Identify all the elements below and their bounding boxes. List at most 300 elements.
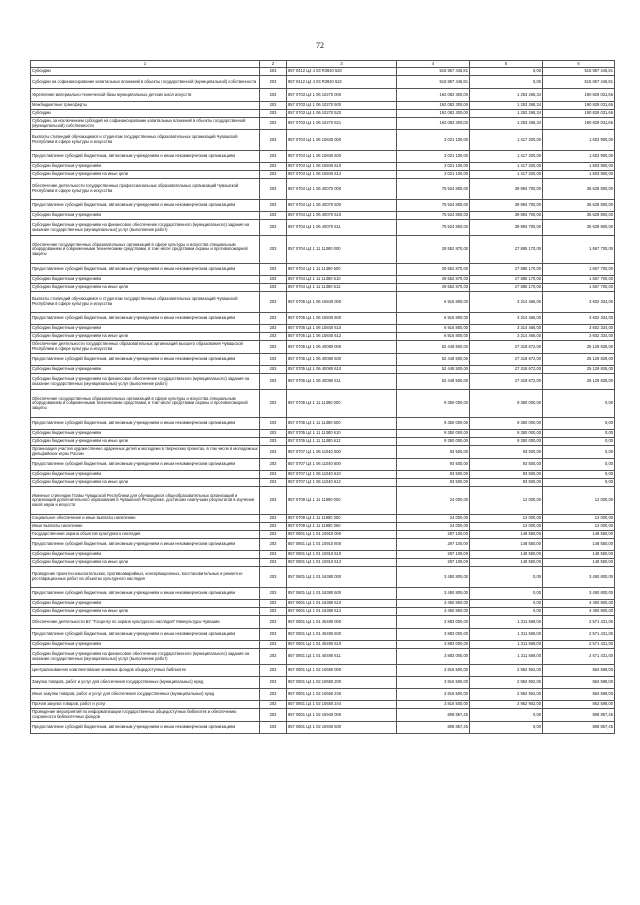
- admin-code-cell: 203: [260, 151, 287, 163]
- amount-executed-cell: 3 314 466,00: [470, 325, 543, 333]
- budget-classification-cell: 857 0801 Ц4 1 01 10910 600: [287, 539, 397, 551]
- budget-classification-cell: 857 0801 Ц4 1 02 10650 000: [287, 665, 397, 677]
- amount-executed-cell: 93 500,00: [470, 479, 543, 487]
- amount-approved-cell: 3 883 000,00: [397, 629, 470, 641]
- budget-table: [30, 60, 615, 734]
- admin-code-cell: 203: [260, 212, 287, 220]
- budget-classification-cell: 857 0801 Ц4 1 02 10650 240: [287, 689, 397, 701]
- amount-remaining-cell: 0,00: [543, 418, 615, 430]
- admin-code-cell: 203: [260, 641, 287, 649]
- item-name-cell: Иные закупки товаров, работ и услуг для обеспечения государственных (муниципальных) нужд: [31, 689, 260, 701]
- budget-classification-cell: 857 0704 Ц4 1 11 11380 610: [287, 276, 397, 284]
- amount-remaining-cell: 2 571 431,00: [543, 641, 615, 649]
- table-row: [31, 325, 615, 333]
- amount-approved-cell: 3 450 800,00: [397, 588, 470, 600]
- budget-classification-cell: 857 0704 Ц4 1 06 10840 612: [287, 171, 397, 179]
- admin-code-cell: 203: [260, 118, 287, 130]
- item-name-cell: Централизованное комплектование книжных фондов общедоступных библиотек: [31, 665, 260, 677]
- amount-executed-cell: 2 952 902,00: [470, 665, 543, 677]
- admin-code-cell: 203: [260, 341, 287, 354]
- amount-executed-cell: 1 253 268,34: [470, 110, 543, 118]
- item-name-cell: Социальное обеспечение и иные выплаты населению: [31, 515, 260, 523]
- column-header-3: 3: [287, 61, 397, 68]
- table-body: [31, 68, 615, 734]
- item-name-cell: Субсидии бюджетным учреждениям: [31, 212, 260, 220]
- amount-approved-cell: 3 021 100,00: [397, 163, 470, 171]
- amount-remaining-cell: 1 667 700,00: [543, 236, 615, 264]
- amount-executed-cell: 1 417 200,00: [470, 171, 543, 179]
- admin-code-cell: 203: [260, 487, 287, 515]
- admin-code-cell: 203: [260, 531, 287, 539]
- item-name-cell: Государственная охрана объектов культурного наследия: [31, 531, 260, 539]
- budget-classification-cell: 857 0705 Ц4 1 11 11380 612: [287, 438, 397, 446]
- amount-executed-cell: 0,00: [470, 567, 543, 588]
- amount-approved-cell: 52 448 500,00: [397, 366, 470, 374]
- amount-remaining-cell: 3 602 334,00: [543, 292, 615, 313]
- table-row: [31, 171, 615, 179]
- amount-approved-cell: 3 816 500,00: [397, 689, 470, 701]
- budget-classification-cell: 857 0801 Ц4 1 02 16940 600: [287, 722, 397, 734]
- table-row: [31, 276, 615, 284]
- amount-remaining-cell: 3 602 334,00: [543, 313, 615, 325]
- budget-classification-cell: 857 0801 Ц4 1 02 16940 000: [287, 709, 397, 722]
- amount-remaining-cell: 25 129 828,00: [543, 374, 615, 390]
- budget-classification-cell: 857 0704 Ц4 1 06 10840 600: [287, 151, 397, 163]
- amount-remaining-cell: 35 629 800,00: [543, 212, 615, 220]
- item-name-cell: Проведение проектно-изыскательских, противоаварийных, консервационных, восстановительных и ремонтно-реставрационных работ на объектах культурного наследия: [31, 567, 260, 588]
- amount-remaining-cell: 25 129 828,00: [543, 354, 615, 366]
- table-header: [31, 61, 615, 68]
- admin-code-cell: 203: [260, 418, 287, 430]
- item-name-cell: Обеспечение деятельности государственных профессиональных образовательных организаций Чувашской Республики в сфере культуры и искусства: [31, 179, 260, 200]
- amount-remaining-cell: 3 450 800,00: [543, 608, 615, 616]
- admin-code-cell: 203: [260, 438, 287, 446]
- amount-approved-cell: 9 350 000,00: [397, 438, 470, 446]
- amount-executed-cell: 27 318 672,00: [470, 341, 543, 354]
- table-row: [31, 600, 615, 608]
- item-name-cell: Закупка товаров, работ и услуг для обеспечения государственных (муниципальных) нужд: [31, 677, 260, 689]
- amount-remaining-cell: 2 571 431,00: [543, 649, 615, 665]
- amount-executed-cell: 0,00: [470, 600, 543, 608]
- admin-code-cell: 203: [260, 236, 287, 264]
- amount-remaining-cell: 1 667 700,00: [543, 264, 615, 276]
- amount-executed-cell: 27 318 672,00: [470, 374, 543, 390]
- amount-remaining-cell: 2 571 431,00: [543, 629, 615, 641]
- budget-classification-cell: 857 0703 Ц4 1 06 10270 500: [287, 102, 397, 110]
- amount-remaining-cell: 25 129 828,00: [543, 366, 615, 374]
- item-name-cell: Предоставление субсидий бюджетным, автономным учреждениям и иным некоммерческим организациям: [31, 200, 260, 212]
- table-row: [31, 236, 615, 264]
- table-row: [31, 102, 615, 110]
- amount-executed-cell: 0,00: [470, 588, 543, 600]
- amount-remaining-cell: 148 550,00: [543, 559, 615, 567]
- budget-classification-cell: 857 0704 Ц4 1 06 40070 600: [287, 200, 397, 212]
- table-row: [31, 200, 615, 212]
- amount-approved-cell: 75 524 800,00: [397, 212, 470, 220]
- item-name-cell: Предоставление субсидий бюджетным, автономным учреждениям и иным некоммерческим организациям: [31, 459, 260, 471]
- amount-approved-cell: 29 552 870,00: [397, 264, 470, 276]
- table-row: [31, 709, 615, 722]
- budget-classification-cell: 857 0705 Ц4 1 06 10840 610: [287, 325, 397, 333]
- item-name-cell: Субсидии бюджетным учреждениям: [31, 641, 260, 649]
- admin-code-cell: 203: [260, 479, 287, 487]
- amount-executed-cell: 9 350 000,00: [470, 390, 543, 418]
- item-name-cell: Предоставление субсидий бюджетным, автономным учреждениям и иным некоммерческим организациям: [31, 539, 260, 551]
- column-header-1: 1: [31, 61, 260, 68]
- table-row: [31, 722, 615, 734]
- table-row: [31, 459, 615, 471]
- budget-classification-cell: 857 0703 Ц4 1 06 10270 000: [287, 89, 397, 102]
- amount-remaining-cell: 515 957 446,81: [543, 76, 615, 89]
- amount-executed-cell: 12 000,00: [470, 487, 543, 515]
- amount-executed-cell: 93 500,00: [470, 459, 543, 471]
- admin-code-cell: 203: [260, 709, 287, 722]
- amount-approved-cell: 3 816 500,00: [397, 677, 470, 689]
- table-row: [31, 151, 615, 163]
- amount-approved-cell: 3 883 000,00: [397, 641, 470, 649]
- amount-remaining-cell: 190 829 031,66: [543, 89, 615, 102]
- item-name-cell: Субсидии бюджетным учреждениям: [31, 276, 260, 284]
- budget-classification-cell: 857 0412 Ц4 4 03 R3840 522: [287, 76, 397, 89]
- amount-remaining-cell: 12 000,00: [543, 515, 615, 523]
- amount-approved-cell: 808 857,45: [397, 709, 470, 722]
- amount-executed-cell: 39 894 700,00: [470, 179, 543, 200]
- amount-remaining-cell: 1 603 900,00: [543, 130, 615, 151]
- amount-executed-cell: 148 550,00: [470, 551, 543, 559]
- table-row: [31, 333, 615, 341]
- item-name-cell: Субсидии бюджетным учреждениям на иные цели: [31, 608, 260, 616]
- admin-code-cell: 203: [260, 567, 287, 588]
- item-name-cell: Предоставление субсидий бюджетным, автономным учреждениям и иным некоммерческим организациям: [31, 151, 260, 163]
- amount-approved-cell: 3 883 000,00: [397, 649, 470, 665]
- amount-approved-cell: 24 000,00: [397, 487, 470, 515]
- amount-executed-cell: 39 894 700,00: [470, 220, 543, 236]
- amount-remaining-cell: 1 667 700,00: [543, 284, 615, 292]
- amount-remaining-cell: 35 629 800,00: [543, 179, 615, 200]
- admin-code-cell: 203: [260, 523, 287, 531]
- amount-executed-cell: 27 885 170,00: [470, 284, 543, 292]
- amount-remaining-cell: 3 450 800,00: [543, 588, 615, 600]
- table-row: [31, 629, 615, 641]
- admin-code-cell: 203: [260, 430, 287, 438]
- amount-approved-cell: 192 082 300,00: [397, 118, 470, 130]
- amount-remaining-cell: 2 571 431,00: [543, 616, 615, 629]
- budget-classification-cell: 857 0801 Ц4 1 01 16380 612: [287, 608, 397, 616]
- budget-classification-cell: 857 0705 Ц4 1 06 40080 611: [287, 374, 397, 390]
- table-row: [31, 89, 615, 102]
- amount-remaining-cell: 863 598,00: [543, 665, 615, 677]
- table-row: [31, 559, 615, 567]
- amount-executed-cell: 93 500,00: [470, 471, 543, 479]
- budget-classification-cell: 857 0709 Ц4 1 11 11890 360: [287, 523, 397, 531]
- table-row: [31, 479, 615, 487]
- amount-executed-cell: 0,00: [470, 68, 543, 76]
- item-name-cell: Субсидии: [31, 110, 260, 118]
- amount-executed-cell: 0,00: [470, 709, 543, 722]
- table-row: [31, 366, 615, 374]
- amount-approved-cell: 3 450 800,00: [397, 567, 470, 588]
- amount-approved-cell: 808 857,45: [397, 722, 470, 734]
- item-name-cell: Обеспечение государственных образовательных организаций в сфере культуры и искусства специальным оборудованием и современными техническими средствами, в том числе средствами охраны и противопожарной защиты: [31, 390, 260, 418]
- admin-code-cell: 203: [260, 588, 287, 600]
- item-name-cell: Предоставление субсидий бюджетным, автономным учреждениям и иным некоммерческим организациям: [31, 588, 260, 600]
- amount-executed-cell: 1 253 268,34: [470, 89, 543, 102]
- item-name-cell: Обеспечение деятельности государственных образовательных организаций высшего образования Чувашской Республики в сфере культуры и искусства: [31, 341, 260, 354]
- amount-remaining-cell: 1 667 700,00: [543, 276, 615, 284]
- item-name-cell: Субсидии бюджетным учреждениям: [31, 325, 260, 333]
- amount-executed-cell: 1 311 569,00: [470, 649, 543, 665]
- amount-approved-cell: 24 000,00: [397, 515, 470, 523]
- amount-approved-cell: 297 100,00: [397, 551, 470, 559]
- amount-remaining-cell: 190 829 031,66: [543, 110, 615, 118]
- budget-classification-cell: 857 0704 Ц4 1 11 11380 000: [287, 236, 397, 264]
- item-name-cell: Прочая закупка товаров, работ и услуг: [31, 701, 260, 709]
- amount-executed-cell: 148 550,00: [470, 539, 543, 551]
- table-row: [31, 130, 615, 151]
- admin-code-cell: 203: [260, 600, 287, 608]
- admin-code-cell: 203: [260, 539, 287, 551]
- item-name-cell: Предоставление субсидий бюджетным, автономным учреждениям и иным некоммерческим организациям: [31, 629, 260, 641]
- admin-code-cell: 203: [260, 665, 287, 677]
- amount-executed-cell: 27 318 672,00: [470, 354, 543, 366]
- amount-remaining-cell: 148 550,00: [543, 531, 615, 539]
- budget-classification-cell: 857 0704 Ц4 1 06 40070 000: [287, 179, 397, 200]
- amount-approved-cell: 297 100,00: [397, 559, 470, 567]
- column-header-6: 6: [543, 61, 615, 68]
- amount-approved-cell: 29 552 870,00: [397, 276, 470, 284]
- item-name-cell: Предоставление субсидий бюджетным, автономным учреждениям и иным некоммерческим организациям: [31, 418, 260, 430]
- admin-code-cell: 203: [260, 701, 287, 709]
- amount-executed-cell: 39 894 700,00: [470, 212, 543, 220]
- item-name-cell: Субсидии бюджетным учреждениям на иные цели: [31, 284, 260, 292]
- budget-classification-cell: 857 0801 Ц4 1 01 40490 000: [287, 616, 397, 629]
- amount-executed-cell: 0,00: [470, 76, 543, 89]
- budget-classification-cell: 857 0801 Ц4 1 01 40490 600: [287, 629, 397, 641]
- amount-executed-cell: 39 894 700,00: [470, 200, 543, 212]
- amount-remaining-cell: 0,00: [543, 390, 615, 418]
- amount-approved-cell: 3 883 000,00: [397, 616, 470, 629]
- admin-code-cell: 203: [260, 551, 287, 559]
- budget-classification-cell: 857 0705 Ц4 1 11 11380 600: [287, 418, 397, 430]
- item-name-cell: Укрепление материально-технической базы муниципальных детских школ искусств: [31, 89, 260, 102]
- admin-code-cell: 203: [260, 220, 287, 236]
- budget-classification-cell: 857 0801 Ц4 1 01 16380 610: [287, 600, 397, 608]
- amount-executed-cell: 12 000,00: [470, 523, 543, 531]
- table-row: [31, 374, 615, 390]
- budget-classification-cell: 857 0707 Ц4 1 06 11040 000: [287, 446, 397, 459]
- budget-classification-cell: 857 0705 Ц4 1 06 40080 600: [287, 354, 397, 366]
- table-row: [31, 588, 615, 600]
- amount-approved-cell: 75 524 800,00: [397, 179, 470, 200]
- item-name-cell: Межбюджетные трансферты: [31, 102, 260, 110]
- table-row: [31, 438, 615, 446]
- amount-executed-cell: 2 952 902,00: [470, 689, 543, 701]
- amount-approved-cell: 24 000,00: [397, 523, 470, 531]
- amount-executed-cell: 1 311 569,00: [470, 616, 543, 629]
- budget-classification-cell: 857 0707 Ц4 1 06 11040 600: [287, 459, 397, 471]
- amount-executed-cell: 9 350 000,00: [470, 418, 543, 430]
- column-header-2: 2: [260, 61, 287, 68]
- item-name-cell: Субсидии бюджетным учреждениям на финансовое обеспечение государственного (муниципального) задания на оказание государственных (муниципальных) услуг (выполнение работ): [31, 649, 260, 665]
- item-name-cell: Субсидии бюджетным учреждениям на иные цели: [31, 438, 260, 446]
- table-row: [31, 616, 615, 629]
- admin-code-cell: 203: [260, 76, 287, 89]
- amount-approved-cell: 6 916 800,00: [397, 325, 470, 333]
- table-row: [31, 313, 615, 325]
- admin-code-cell: 203: [260, 292, 287, 313]
- amount-approved-cell: 52 448 500,00: [397, 341, 470, 354]
- table-row: [31, 523, 615, 531]
- amount-executed-cell: 12 000,00: [470, 515, 543, 523]
- table-row: [31, 110, 615, 118]
- amount-remaining-cell: 808 857,45: [543, 722, 615, 734]
- amount-executed-cell: 1 253 268,34: [470, 118, 543, 130]
- budget-classification-cell: 857 0704 Ц4 1 06 10840 610: [287, 163, 397, 171]
- table-row: [31, 446, 615, 459]
- amount-remaining-cell: 1 603 900,00: [543, 171, 615, 179]
- admin-code-cell: 203: [260, 677, 287, 689]
- table-row: [31, 641, 615, 649]
- amount-executed-cell: 0,00: [470, 608, 543, 616]
- amount-executed-cell: 93 500,00: [470, 446, 543, 459]
- amount-approved-cell: 3 450 800,00: [397, 608, 470, 616]
- admin-code-cell: 203: [260, 390, 287, 418]
- budget-classification-cell: 857 0801 Ц4 1 01 40490 611: [287, 649, 397, 665]
- budget-classification-cell: 857 0703 Ц4 1 06 10270 520: [287, 110, 397, 118]
- budget-classification-cell: 857 0801 Ц4 1 01 10910 000: [287, 531, 397, 539]
- item-name-cell: Субсидии бюджетным учреждениям на иные цели: [31, 559, 260, 567]
- admin-code-cell: 203: [260, 629, 287, 641]
- budget-classification-cell: 857 0704 Ц4 1 06 10840 000: [287, 130, 397, 151]
- amount-executed-cell: 27 885 170,00: [470, 236, 543, 264]
- amount-approved-cell: 515 957 446,81: [397, 76, 470, 89]
- amount-remaining-cell: 1 603 900,00: [543, 163, 615, 171]
- budget-classification-cell: 857 0801 Ц4 1 01 40490 610: [287, 641, 397, 649]
- admin-code-cell: 203: [260, 102, 287, 110]
- admin-code-cell: 203: [260, 200, 287, 212]
- page-number: 72: [316, 41, 324, 50]
- amount-remaining-cell: 3 450 800,00: [543, 567, 615, 588]
- item-name-cell: Субсидии бюджетным учреждениям на иные цели: [31, 171, 260, 179]
- budget-classification-cell: 857 0705 Ц4 1 06 10840 000: [287, 292, 397, 313]
- amount-approved-cell: 9 350 000,00: [397, 390, 470, 418]
- item-name-cell: Предоставление субсидий бюджетным, автономным учреждениям и иным некоммерческим организациям: [31, 264, 260, 276]
- amount-approved-cell: 3 816 500,00: [397, 701, 470, 709]
- item-name-cell: Выплаты стипендий обучающимся и студентам государственных образовательных организаций Чувашской Республики в сфере культуры и искусства: [31, 130, 260, 151]
- amount-executed-cell: 3 314 466,00: [470, 333, 543, 341]
- admin-code-cell: 203: [260, 616, 287, 629]
- item-name-cell: Именные стипендии Главы Чувашской Республики для обучающихся общеобразовательных организаций и организаций дополнительного образования в Чувашской Республике, достигших наилучших результатов в изучении какой науки и искусств: [31, 487, 260, 515]
- amount-executed-cell: 2 952 902,00: [470, 701, 543, 709]
- item-name-cell: Проведение мероприятий по информатизации государственных общедоступных библиотек и обеспечению сохранности библиотечных фондов: [31, 709, 260, 722]
- item-name-cell: Субсидии бюджетным учреждениям: [31, 430, 260, 438]
- item-name-cell: Предоставление субсидий бюджетным, автономным учреждениям и иным некоммерческим организациям: [31, 354, 260, 366]
- amount-approved-cell: 515 957 446,81: [397, 68, 470, 76]
- budget-classification-cell: 857 0704 Ц4 1 06 40070 610: [287, 212, 397, 220]
- amount-remaining-cell: 25 129 828,00: [543, 341, 615, 354]
- admin-code-cell: 203: [260, 276, 287, 284]
- amount-approved-cell: 29 552 870,00: [397, 236, 470, 264]
- amount-approved-cell: 52 448 500,00: [397, 354, 470, 366]
- table-row: [31, 665, 615, 677]
- amount-remaining-cell: 863 598,00: [543, 701, 615, 709]
- budget-classification-cell: 857 0704 Ц4 1 06 40070 611: [287, 220, 397, 236]
- amount-approved-cell: 9 350 000,00: [397, 430, 470, 438]
- amount-executed-cell: 27 318 672,00: [470, 366, 543, 374]
- admin-code-cell: 203: [260, 264, 287, 276]
- item-name-cell: Выплаты стипендий обучающимся и студентам государственных образовательных организаций Чувашской Республики в сфере культуры и искусства: [31, 292, 260, 313]
- item-name-cell: Предоставление субсидий бюджетным, автономным учреждениям и иным некоммерческим организациям: [31, 722, 260, 734]
- admin-code-cell: 203: [260, 354, 287, 366]
- item-name-cell: Предоставление субсидий бюджетным, автономным учреждениям и иным некоммерческим организациям: [31, 313, 260, 325]
- amount-remaining-cell: 35 629 800,00: [543, 220, 615, 236]
- table-row: [31, 539, 615, 551]
- item-name-cell: Субсидии: [31, 68, 260, 76]
- admin-code-cell: 203: [260, 333, 287, 341]
- amount-approved-cell: 297 100,00: [397, 539, 470, 551]
- table-row: [31, 430, 615, 438]
- item-name-cell: Обеспечение государственных образовательных организаций в сфере культуры и искусства специальным оборудованием и современными техническими средствами, в том числе средствами охраны и противопожарной защиты: [31, 236, 260, 264]
- amount-approved-cell: 3 021 100,00: [397, 151, 470, 163]
- table-row: [31, 487, 615, 515]
- admin-code-cell: 203: [260, 325, 287, 333]
- admin-code-cell: 203: [260, 515, 287, 523]
- budget-classification-cell: 857 0705 Ц4 1 06 10840 600: [287, 313, 397, 325]
- item-name-cell: Субсидии бюджетным учреждениям: [31, 366, 260, 374]
- table-row: [31, 220, 615, 236]
- table-row: [31, 531, 615, 539]
- amount-approved-cell: 75 524 800,00: [397, 200, 470, 212]
- admin-code-cell: 203: [260, 366, 287, 374]
- admin-code-cell: 203: [260, 374, 287, 390]
- amount-executed-cell: 1 417 200,00: [470, 130, 543, 151]
- amount-approved-cell: 93 500,00: [397, 471, 470, 479]
- amount-remaining-cell: 190 829 031,66: [543, 102, 615, 110]
- amount-approved-cell: 6 916 800,00: [397, 313, 470, 325]
- budget-classification-cell: 857 0709 Ц4 1 11 11890 300: [287, 515, 397, 523]
- table-row: [31, 390, 615, 418]
- table-row: [31, 608, 615, 616]
- admin-code-cell: 203: [260, 471, 287, 479]
- amount-remaining-cell: 148 550,00: [543, 551, 615, 559]
- amount-remaining-cell: 12 000,00: [543, 487, 615, 515]
- amount-approved-cell: 192 082 300,00: [397, 110, 470, 118]
- amount-approved-cell: 6 916 800,00: [397, 333, 470, 341]
- table-row: [31, 354, 615, 366]
- budget-classification-cell: 857 0705 Ц4 1 11 11380 000: [287, 390, 397, 418]
- item-name-cell: Обеспечение деятельности БУ "Госцентр по охране культурного наследия" Минкультуры Чувашии: [31, 616, 260, 629]
- amount-executed-cell: 1 253 268,34: [470, 102, 543, 110]
- amount-executed-cell: 1 311 569,00: [470, 641, 543, 649]
- amount-approved-cell: 9 350 000,00: [397, 418, 470, 430]
- admin-code-cell: 203: [260, 608, 287, 616]
- item-name-cell: Субсидии бюджетным учреждениям на финансовое обеспечение государственного (муниципального) задания на оказание государственных (муниципальных) услуг (выполнение работ): [31, 374, 260, 390]
- table-row: [31, 179, 615, 200]
- amount-approved-cell: 75 524 800,00: [397, 220, 470, 236]
- amount-executed-cell: 0,00: [470, 722, 543, 734]
- admin-code-cell: 203: [260, 68, 287, 76]
- amount-approved-cell: 29 552 870,00: [397, 284, 470, 292]
- budget-classification-cell: 857 0801 Ц4 1 01 10910 612: [287, 559, 397, 567]
- admin-code-cell: 203: [260, 446, 287, 459]
- header-row: [31, 61, 615, 68]
- amount-approved-cell: 93 500,00: [397, 446, 470, 459]
- budget-classification-cell: 857 0412 Ц4 4 03 R3840 520: [287, 68, 397, 76]
- amount-remaining-cell: 863 598,00: [543, 677, 615, 689]
- item-name-cell: Субсидии бюджетным учреждениям: [31, 471, 260, 479]
- item-name-cell: Субсидии бюджетным учреждениям на финансовое обеспечение государственного (муниципального) задания на оказание государственных (муниципальных) услуг (выполнение работ): [31, 220, 260, 236]
- amount-remaining-cell: 1 603 900,00: [543, 151, 615, 163]
